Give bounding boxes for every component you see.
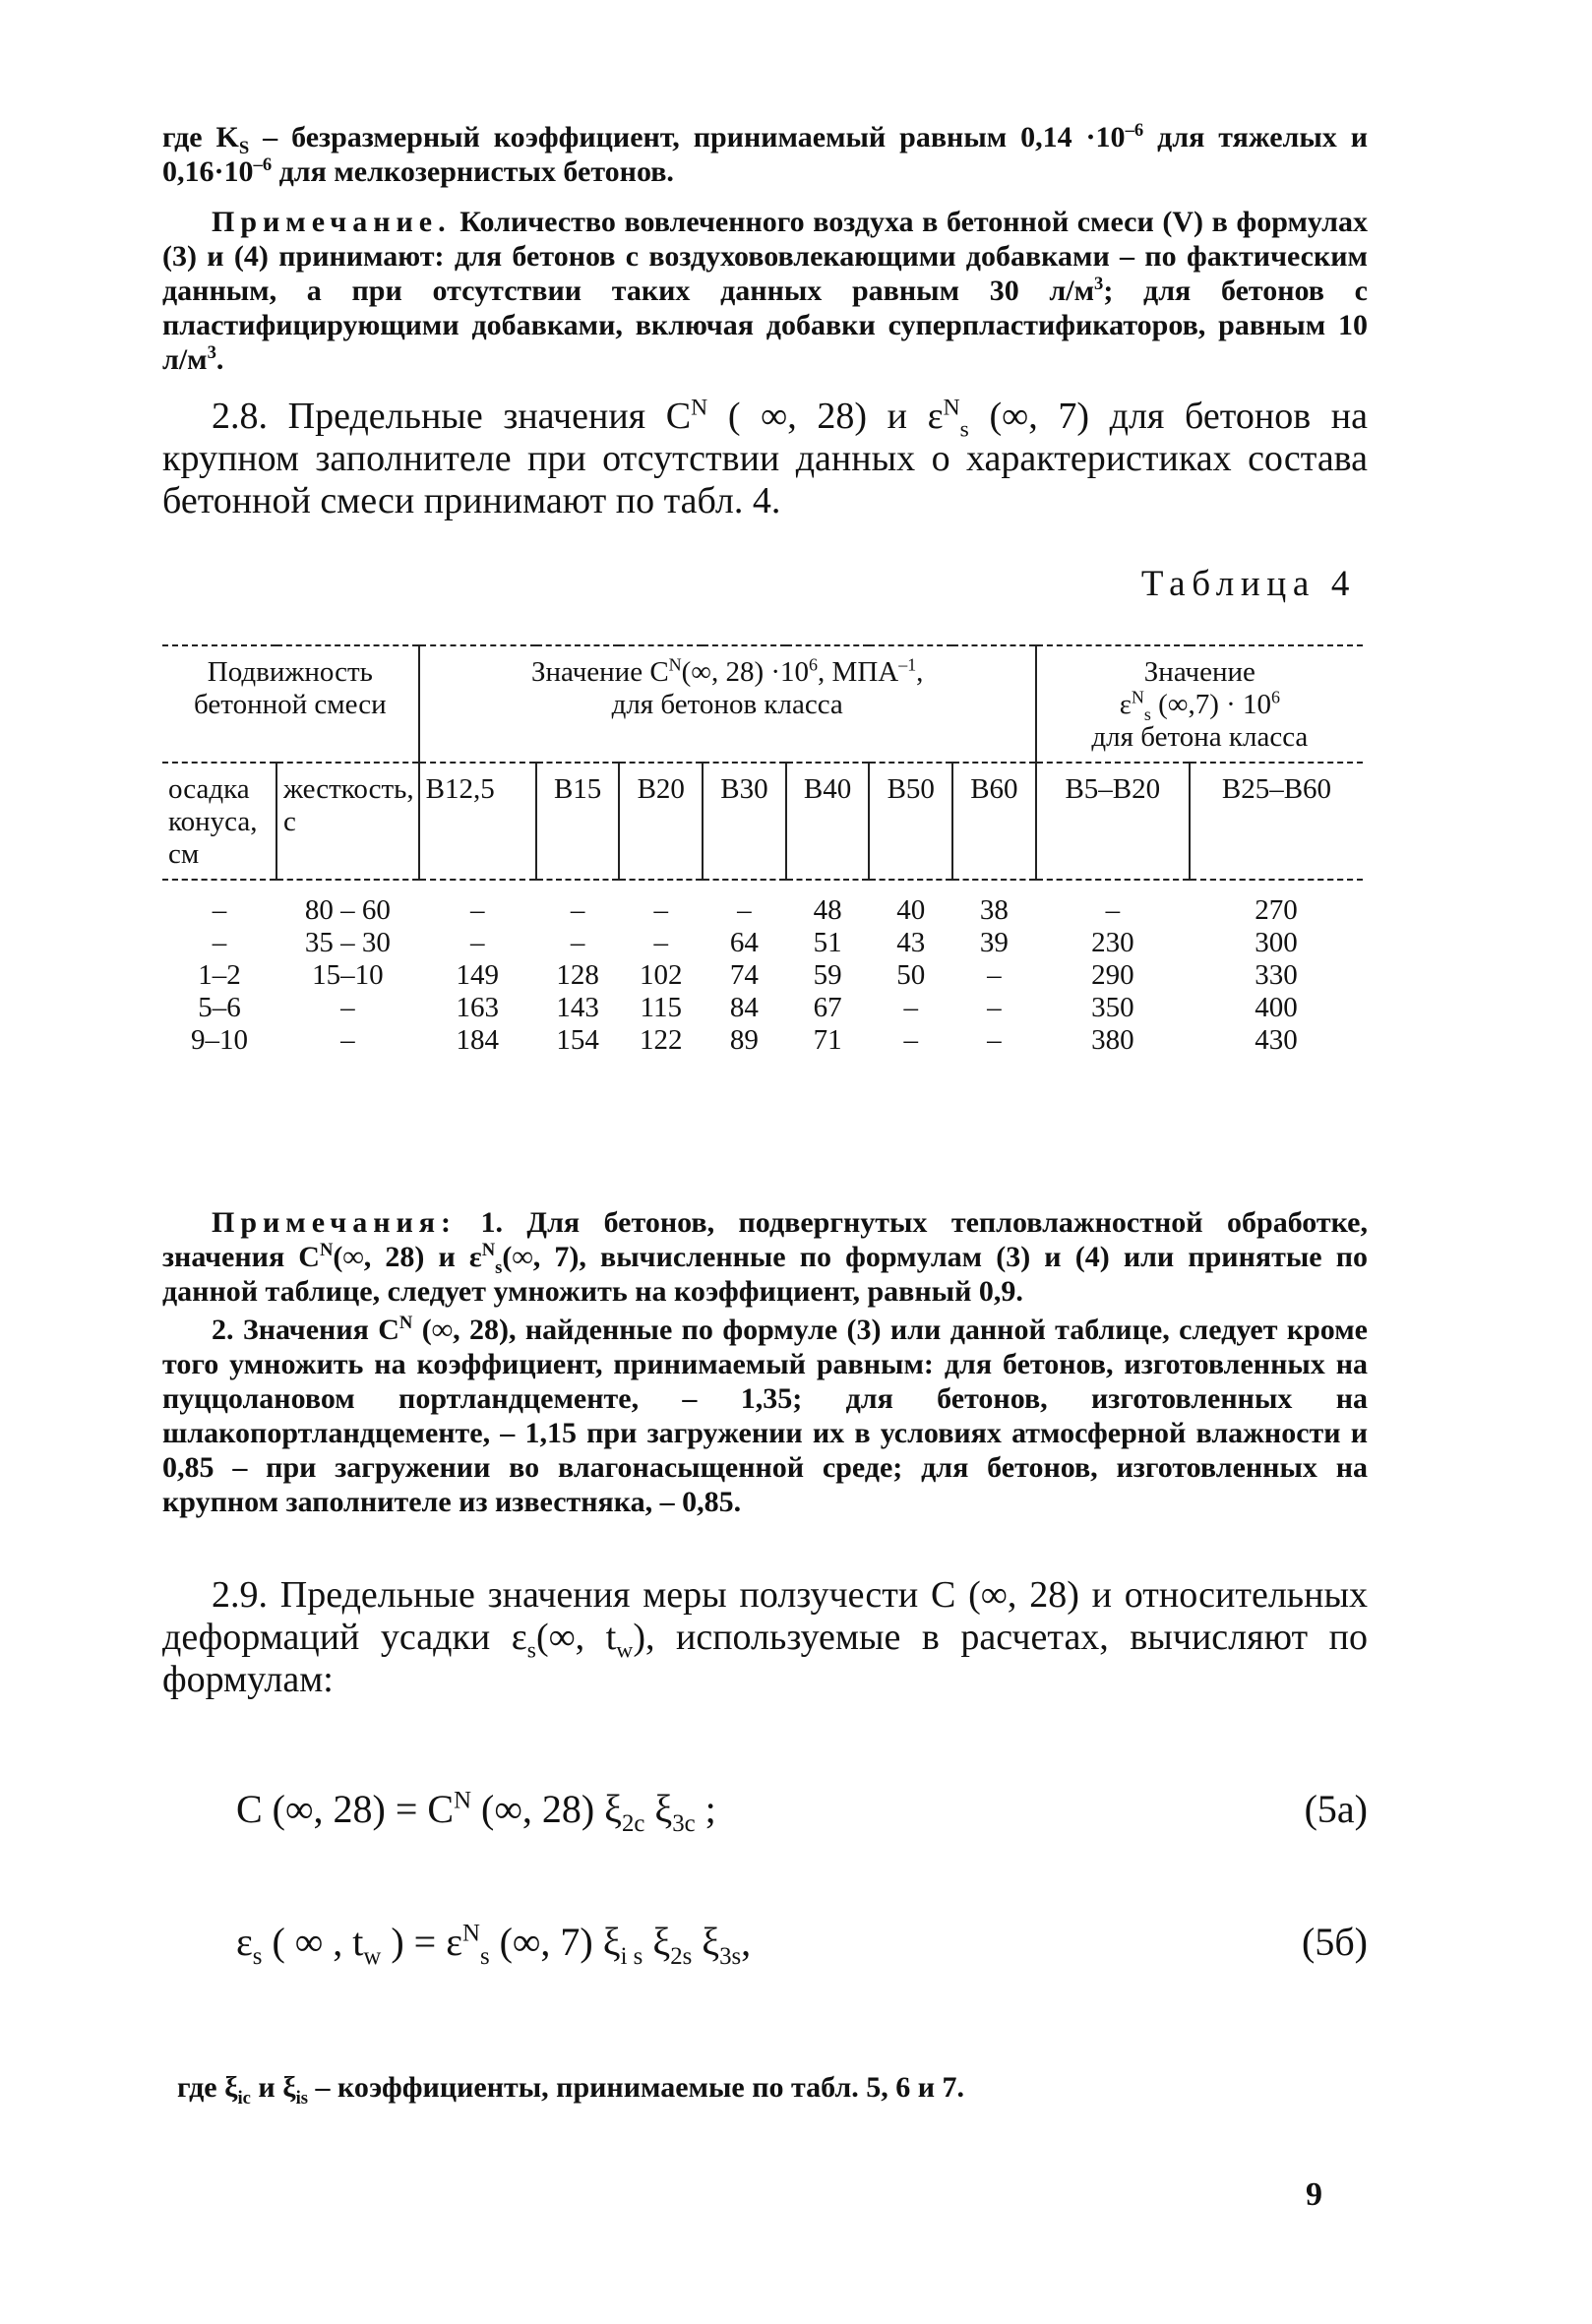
table-cell: 39 — [979, 927, 1009, 958]
text: (∞, 28) и ε — [333, 1241, 482, 1273]
text: (∞, 7) для бетонов на крупном заполнителе при отсутствии данных о характеристиках состава бетонной смеси принимают по табл. 4. — [162, 396, 1368, 521]
page-number: 9 — [1306, 2176, 1322, 2213]
class-header: B50 — [869, 763, 952, 880]
note-paragraph — [162, 205, 1368, 377]
table-cell: 59 — [813, 959, 842, 991]
text: (∞, 28) ξ — [471, 1787, 622, 1831]
table-row — [162, 927, 1363, 959]
header-creep — [419, 645, 1036, 763]
table-cell: – — [1105, 894, 1121, 926]
text: ε — [1119, 689, 1132, 720]
table-cell: 290 — [1091, 959, 1134, 991]
text: (∞, 28) ·10 — [681, 656, 810, 688]
superscript: N — [481, 1240, 496, 1260]
table-body — [162, 880, 1363, 1057]
formula-5a — [236, 1786, 1368, 1837]
text: ( ∞, 28) и ε — [707, 396, 944, 437]
subscript: s — [495, 1257, 503, 1278]
superscript: N — [462, 1920, 480, 1947]
text: ξ — [644, 1787, 673, 1831]
table-cell: – — [903, 992, 918, 1023]
table-cell: 64 — [729, 927, 759, 958]
class-header: B5–B20 — [1036, 763, 1190, 880]
table-cell: 400 — [1255, 992, 1298, 1023]
table-cell: 149 — [456, 959, 499, 991]
table-cell: 43 — [896, 927, 926, 958]
section-2-8 — [162, 396, 1368, 522]
superscript: N — [1131, 687, 1144, 707]
table-row — [162, 959, 1363, 992]
class-header: B20 — [619, 763, 703, 880]
text: ), используемые в расчетах, вычисляют по формулам: — [162, 1617, 1368, 1700]
table-cell: – — [653, 927, 669, 958]
table-cell: – — [570, 894, 585, 926]
table-cell: 5–6 — [198, 992, 241, 1023]
table-cell: 270 — [1255, 894, 1298, 926]
header-mobility: Подвижность бетонной смеси — [162, 645, 419, 763]
table-cell: – — [212, 927, 227, 958]
class-header: B60 — [952, 763, 1036, 880]
table-cell: 84 — [729, 992, 759, 1023]
superscript: N — [668, 654, 682, 675]
table-cell: – — [340, 1024, 355, 1056]
header-shrinkage — [1036, 645, 1363, 763]
creep-table — [162, 644, 1363, 1057]
where-line — [177, 2071, 1382, 2109]
coefficient-paragraph — [162, 120, 1368, 189]
subscript: 3s — [719, 1943, 742, 1970]
table-row — [162, 880, 1363, 927]
table-cell: 380 — [1091, 1024, 1134, 1056]
text: (∞, 7) ξ — [489, 1920, 621, 1964]
table-cell: – — [987, 992, 1002, 1023]
table-cell: 430 — [1255, 1024, 1298, 1056]
text: (∞,7) · 10 — [1150, 689, 1272, 720]
subscript: s — [252, 1943, 263, 1970]
text: – коэффициенты, принимаемые по табл. 5, 6 и 7. — [308, 2071, 964, 2104]
text: для бетона класса — [1091, 721, 1309, 753]
text: 1. Для бетонов, подвергнутых тепловлажностной обработке, значения C — [162, 1206, 1368, 1273]
subscript: 3c — [672, 1810, 696, 1837]
table-cell: 128 — [556, 959, 599, 991]
table-cell: – — [570, 927, 585, 958]
text: для мелкозернистых бетонов. — [272, 155, 674, 188]
table-cell: – — [903, 1024, 918, 1056]
table-cell: 230 — [1091, 927, 1134, 958]
table-cell: 154 — [556, 1024, 599, 1056]
section-2-9 — [162, 1574, 1368, 1701]
text: , МПА — [818, 656, 899, 688]
text: ε — [236, 1920, 253, 1964]
subscript: s — [479, 1943, 490, 1970]
table-cell: 1–2 — [198, 959, 241, 991]
superscript: 6 — [1271, 687, 1281, 707]
notes-heading: Примечания: — [212, 1206, 458, 1239]
subscript: is — [295, 2088, 308, 2109]
superscript: –1 — [898, 654, 917, 675]
superscript: N — [319, 1240, 334, 1260]
table-cell: – — [987, 1024, 1002, 1056]
table-cell: 89 — [729, 1024, 759, 1056]
text: (∞, t — [535, 1617, 617, 1658]
superscript: N — [943, 395, 960, 421]
table-cell: 35 – 30 — [304, 927, 391, 958]
text: 2.9. Предельные значения меры ползучести C (∞, 28) и относительных деформаций усадки ε — [162, 1574, 1368, 1658]
class-header: B25–B60 — [1190, 763, 1363, 880]
text: ; — [695, 1787, 716, 1831]
table-cell: 9–10 — [191, 1024, 248, 1056]
subscript: 2c — [622, 1810, 645, 1837]
text: C (∞, 28) = C — [236, 1787, 455, 1831]
text: (∞, 7), вычисленные по формулам (3) и (4) или принятые по данной таблице, следует умножить на коэффициент, равный 0,9. — [162, 1241, 1368, 1308]
formula-number: (5а) — [1304, 1787, 1368, 1831]
table-cell: – — [653, 894, 669, 926]
table-cell: – — [737, 894, 752, 926]
superscript: N — [398, 1313, 413, 1333]
table-row — [162, 992, 1363, 1024]
table-cell: 122 — [640, 1024, 683, 1056]
superscript: 3 — [1094, 274, 1104, 294]
table-cell: 143 — [556, 992, 599, 1023]
text: для бетонов класса — [611, 689, 843, 720]
table-cell: 67 — [813, 992, 842, 1023]
text: Значение — [1143, 656, 1255, 688]
table-cell: – — [469, 927, 485, 958]
text: (∞, 28), найденные по формуле (3) или данной таблице, следует кроме того умножить на коэффициент, принимаемый равным: для бетонов, изготовленных на пуццолановом портландцементе, – 1,35; для бетонов, изготовленных на шлакопортландцементе, – 1,15 при загружении их в условиях атмосферной влажности и 0,85 – при загружении во влагонасыщенной среде; для бетонов, изготовленных на крупном заполнителе из известняка, – 0,85. — [162, 1314, 1368, 1518]
superscript: –6 — [1125, 120, 1144, 141]
subscript: s — [959, 416, 969, 443]
formula-5b — [236, 1919, 1368, 1970]
header-stiffness: жесткость, с — [276, 763, 419, 880]
header-slump: осадка конуса, см — [162, 763, 276, 880]
class-header: B30 — [703, 763, 786, 880]
text: ξ — [643, 1920, 671, 1964]
subscript: s — [1143, 703, 1151, 724]
text: Значение C — [530, 656, 669, 688]
subscript: S — [238, 138, 250, 158]
table-cell: 51 — [813, 927, 842, 958]
subscript: s — [526, 1637, 536, 1664]
text: где ξ — [177, 2071, 238, 2104]
subscript: 2s — [670, 1943, 693, 1970]
table-cell: 38 — [979, 894, 1009, 926]
table-cell: 350 — [1091, 992, 1134, 1023]
text: 2.8. Предельные значения C — [212, 396, 692, 437]
table-cell: 40 — [896, 894, 926, 926]
table-cell: 102 — [640, 959, 683, 991]
text: ) = ε — [381, 1920, 463, 1964]
table-cell: – — [469, 894, 485, 926]
text: где K — [162, 121, 239, 153]
superscript: N — [691, 395, 708, 421]
table-cell: 74 — [729, 959, 759, 991]
table-cell: – — [340, 992, 355, 1023]
text: , — [741, 1920, 752, 1964]
text: ( ∞ , t — [262, 1920, 364, 1964]
table-cell: 15–10 — [312, 959, 384, 991]
text: . — [215, 343, 224, 376]
superscript: –6 — [253, 154, 273, 175]
table-cell: – — [212, 894, 227, 926]
table-cell: 71 — [813, 1024, 842, 1056]
table-cell: 163 — [456, 992, 499, 1023]
subscript: w — [616, 1637, 634, 1664]
text: для тяжелых и 0,16·10 — [162, 121, 1368, 188]
table-cell: 80 – 60 — [304, 894, 391, 926]
superscript: 3 — [207, 342, 216, 363]
table-notes — [162, 1205, 1368, 1519]
text: 2. Значения C — [212, 1314, 399, 1346]
subscript: i s — [620, 1943, 643, 1970]
subscript: ic — [237, 2088, 251, 2109]
table-cell: 330 — [1255, 959, 1298, 991]
table-cell: 48 — [813, 894, 842, 926]
superscript: 6 — [809, 654, 819, 675]
text: , — [916, 656, 924, 688]
note-2 — [162, 1313, 1368, 1519]
formula-number: (5б) — [1302, 1920, 1368, 1964]
superscript: N — [454, 1787, 471, 1814]
class-header: B15 — [536, 763, 620, 880]
note-heading: Примечание. — [212, 206, 452, 238]
note-text: ; для бетонов с пластифицирующими добавками, включая добавки суперпластификаторов, равным 10 л/м — [162, 275, 1368, 376]
table-cell: 184 — [456, 1024, 499, 1056]
table-cell: 115 — [640, 992, 682, 1023]
table-cell: 50 — [896, 959, 926, 991]
table-cell: – — [987, 959, 1002, 991]
table-title: Таблица 4 — [1140, 564, 1356, 604]
text: ξ — [692, 1920, 720, 1964]
class-header: B40 — [786, 763, 870, 880]
table-row — [162, 1024, 1363, 1057]
text: и ξ — [250, 2071, 296, 2104]
note-text: Количество вовлеченного воздуха в бетонной смеси (V) в формулах (3) и (4) принимают: для бетонов с воздухововлекающими добавками – по фактическим данным, а при отсутствии таких данных равным 30 л/м — [162, 206, 1368, 307]
class-header: B12,5 — [419, 763, 536, 880]
table-cell: 300 — [1255, 927, 1298, 958]
text: – безразмерный коэффициент, принимаемый равным 0,14 ·10 — [249, 121, 1126, 153]
subscript: w — [363, 1943, 382, 1970]
